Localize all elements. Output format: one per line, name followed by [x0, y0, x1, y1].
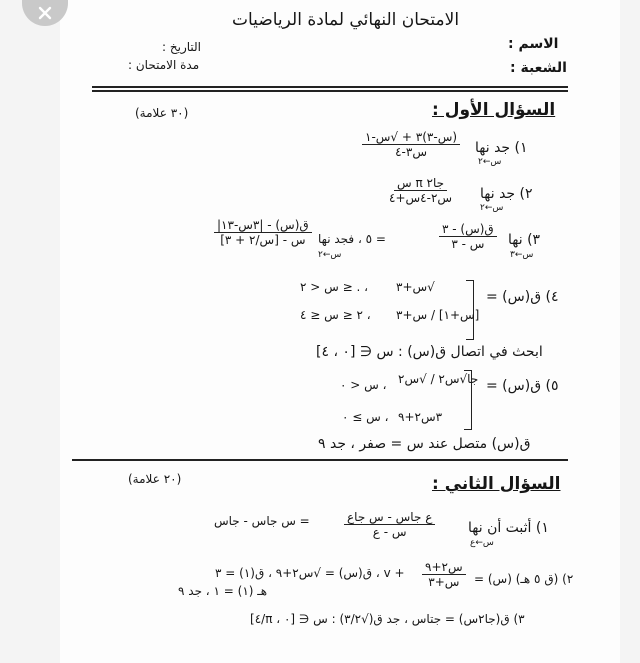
q1-item4-lhs: ٤) ق(س) =: [486, 289, 559, 305]
q1-item2-fraction: $\frac{\text{جا٢ π س}}{\text{س٢-٤س+٤}}$: [389, 176, 453, 205]
q2-item2-mid: + v ، ق(س) = √س٢+٩ ، ق(١) = ٣: [215, 566, 405, 580]
q1-item5-question: ق(س) متصل عند س = صفر ، جد ٩: [318, 436, 531, 452]
q1-item5-case1-expr: جا√س٢ / √س٢: [398, 372, 479, 386]
q2-item3-text: ٣) ق(جا٢س) = جتاس ، جد ق(√٣/٢) : س ∈ [٠ ، π/٤]: [250, 612, 525, 626]
q1-item4-question: ابحث في اتصال ق(س) : س ∈ [٠ ، ٤]: [316, 344, 543, 360]
q1-item5-case2-expr: ٣س٢+٩: [398, 410, 443, 424]
q1-item2-limit: س←٢: [480, 203, 504, 213]
name-label: الاسم :: [508, 36, 559, 52]
q1-marks: (٣٠ علامة): [135, 106, 189, 120]
q1-item3-limit2: س←٢: [318, 250, 342, 260]
q2-marks: (٢٠ علامة): [128, 472, 182, 486]
q2-item2-lhs: ٢) (ق ٥ هـ) (س) =: [474, 572, 574, 586]
q1-item4-case2-expr: [س+١] / س+٣: [396, 308, 480, 322]
q1-item2-text: ٢) جد نها: [480, 186, 533, 202]
q1-item3-fraction: $\frac{\text{ق(س) - ٣}}{\text{س - ٣}}$: [435, 222, 501, 251]
q2-item2-fraction: $\frac{\text{س٢+٩}}{\text{س+٣}}$: [418, 560, 470, 589]
exam-title: الامتحان النهائي لمادة الرياضيات: [232, 10, 460, 30]
q1-item4-case2-cond: ، ٢ ≤ س ≤ ٤: [300, 308, 371, 322]
q1-divider: [72, 459, 568, 461]
q1-item3-limit: س←٣: [510, 250, 534, 260]
q2-item2-tail: هـ (١) = ١ ، جد ٩: [178, 584, 268, 598]
q1-item1-fraction: $\frac{\text{(س-٣)٣ + √س-١}}{\text{س٣-٤}}$: [358, 130, 464, 159]
q2-item1-limit: س←ع: [470, 538, 494, 548]
date-label: التاريخ :: [162, 40, 202, 54]
q2-item1-rhs: = س جاس - جاس: [214, 514, 310, 528]
header-divider-bottom: [92, 90, 568, 92]
q1-item3-fraction2: $\frac{\text{ق(س) - |٣س-١٣|}}{\text{س - [س/٢ + ٣]}}$: [210, 218, 316, 247]
q1-title: السؤال الأول :: [432, 100, 556, 120]
q2-item1-text: ١) أثبت أن نها: [468, 520, 549, 536]
q2-item1-fraction: $\frac{\text{ع جاس - س جاع}}{\text{س - ع}}$: [340, 510, 439, 539]
q1-item1-text: ١) جد نها: [475, 140, 528, 156]
q1-item1-limit: س←٢: [478, 157, 502, 167]
q1-item5-case2-cond: ، س ≥ ٠: [342, 410, 389, 424]
header-divider-top: [92, 86, 568, 88]
q1-item3-text: ٣) نها: [508, 232, 541, 248]
close-icon: [37, 5, 53, 21]
q1-item5-case1-cond: ، س < ٠: [340, 378, 387, 392]
q1-item3-mid: = ٥ ، فجد نها: [318, 232, 386, 246]
q1-item5-lhs: ٥) ق(س) =: [486, 378, 559, 394]
section-label: الشعبة :: [510, 60, 567, 76]
q1-item4-case1-cond: ، . ≤ س < ٢: [300, 280, 368, 294]
q2-title: السؤال الثاني :: [432, 474, 561, 494]
q1-item4-case1-expr: √س+٣: [396, 280, 435, 294]
duration-label: مدة الامتحان :: [128, 58, 200, 72]
